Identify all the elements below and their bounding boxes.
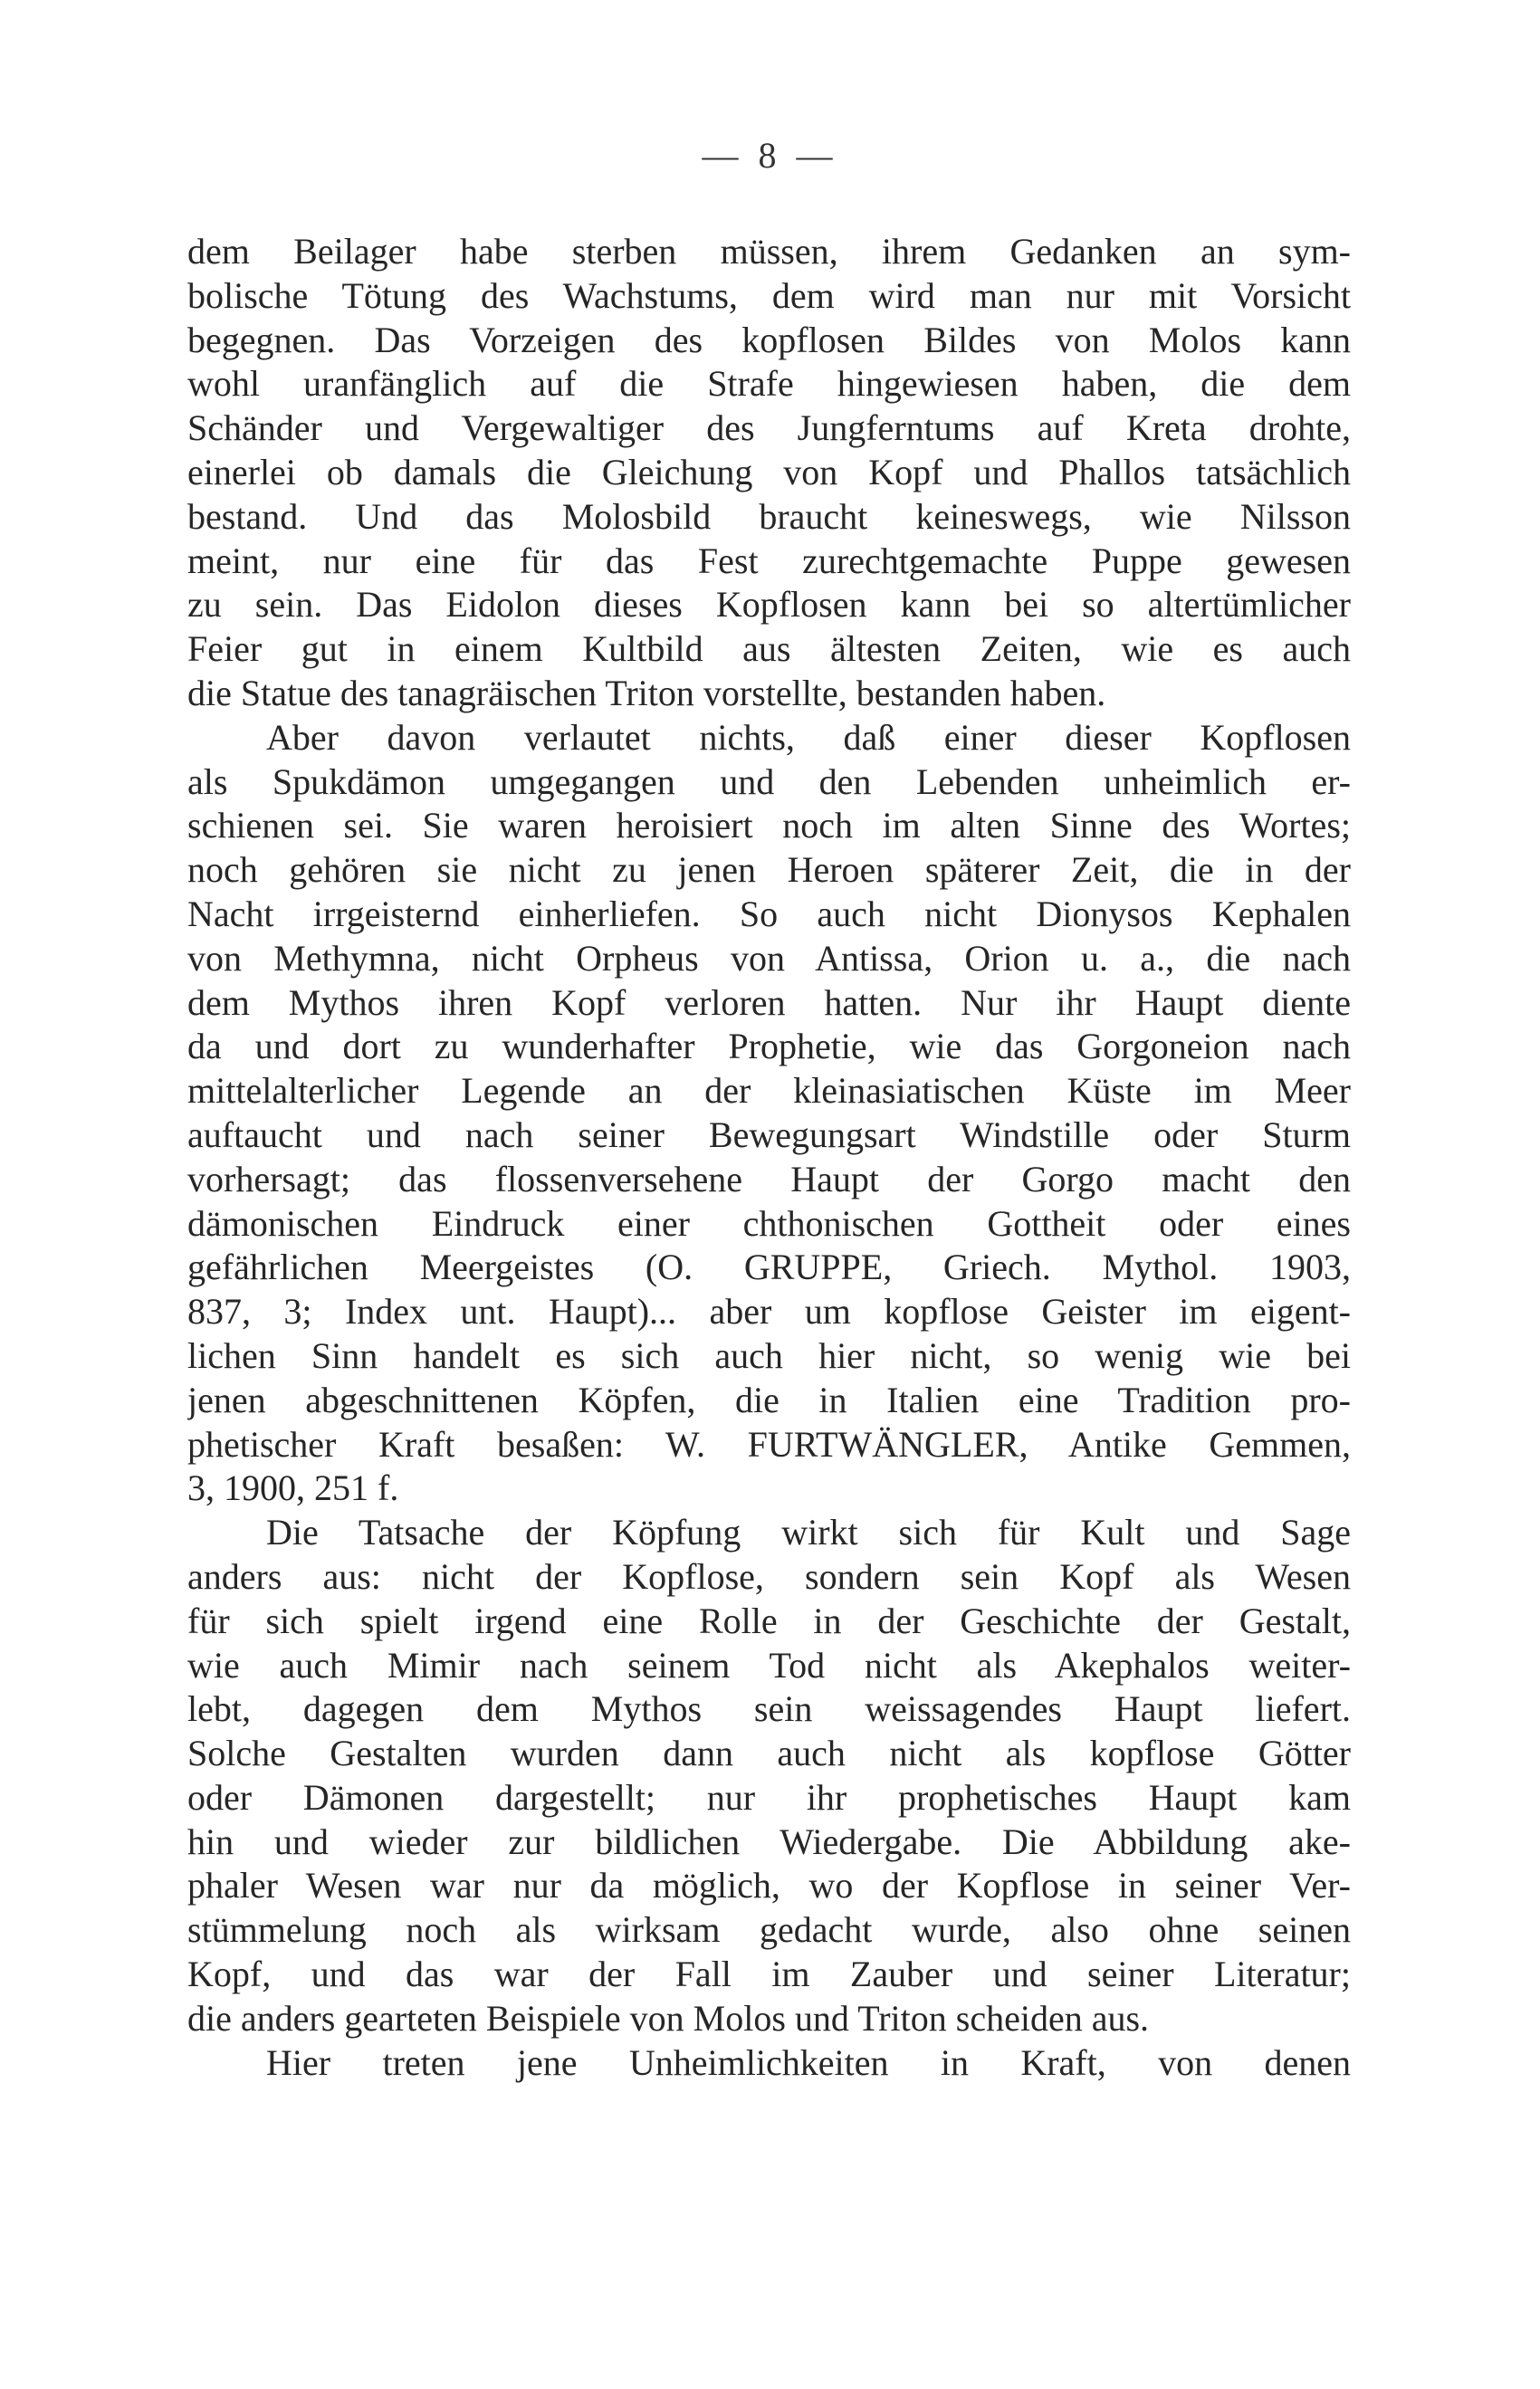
text-line: als Spukdämon umgegangen und den Lebenden unheimlich er-	[187, 760, 1351, 802]
text-line: lebt, dagegen dem Mythos sein weissagendes Haupt liefert.	[187, 1688, 1351, 1730]
text-line: oder Dämonen dargestellt; nur ihr prophetisches Haupt kam	[187, 1776, 1351, 1818]
text-line: wie auch Mimir nach seinem Tod nicht als Akephalos weiter-	[187, 1644, 1351, 1686]
text-line: noch gehören sie nicht zu jenen Heroen späterer Zeit, die in der	[187, 849, 1351, 891]
text-line-indented: Hier treten jene Unheimlichkeiten in Kraft, von denen	[266, 2041, 1351, 2083]
text-line: dem Mythos ihren Kopf verloren hatten. Nur ihr Haupt diente	[187, 981, 1351, 1023]
text-line: schienen sei. Sie waren heroisiert noch im alten Sinne des Wortes;	[187, 805, 1351, 846]
text-line: dem Beilager habe sterben müssen, ihrem Gedanken an sym-	[187, 231, 1351, 272]
text-line: Solche Gestalten wurden dann auch nicht als kopflose Götter	[187, 1733, 1351, 1774]
text-segment: phetischer Kraft besaßen: W.	[187, 1423, 705, 1465]
text-line: die anders gearteten Beispiele von Molos und Triton scheiden aus.	[187, 1997, 1150, 2039]
text-line: für sich spielt irgend eine Rolle in der Geschichte der Gestalt,	[187, 1600, 1351, 1641]
text-line: phaler Wesen war nur da möglich, wo der Kopflose in seiner Ver-	[187, 1865, 1351, 1906]
text-line: Nacht irrgeisternd einherliefen. So auch nicht Dionysos Kephalen	[187, 893, 1351, 934]
text-segment: , Antike Gemmen,	[1019, 1423, 1351, 1465]
text-line: jenen abgeschnittenen Köpfen, die in Italien eine Tradition pro-	[187, 1379, 1351, 1420]
text-line: hin und wieder zur bildlichen Wiedergabe. Die Abbildung ake-	[187, 1820, 1351, 1862]
text-line: meint, nur eine für das Fest zurechtgemachte Puppe gewesen	[187, 540, 1351, 581]
text-line-with-citation	[187, 1423, 1351, 1467]
text-line: auftaucht und nach seiner Bewegungsart Windstille oder Sturm	[187, 1113, 1351, 1155]
text-line: von Methymna, nicht Orpheus von Antissa, Orion u. a., die nach	[187, 937, 1351, 979]
text-line: vorhersagt; das flossenversehene Haupt der Gorgo macht den	[187, 1158, 1351, 1199]
page-number: — 8 —	[702, 135, 838, 176]
text-line: 837, 3; Index unt. Haupt)... aber um kopflose Geister im eigent-	[187, 1291, 1351, 1333]
text-line: begegnen. Das Vorzeigen des kopflosen Bildes von Molos kann	[187, 319, 1351, 360]
text-line: einerlei ob damals die Gleichung von Kopf und Phallos tatsächlich	[187, 451, 1351, 492]
text-line: bestand. Und das Molosbild braucht keineswegs, wie Nilsson	[187, 495, 1351, 537]
text-line: mittelalterlicher Legende an der kleinasiatischen Küste im Meer	[187, 1070, 1351, 1112]
text-segment: gefährlichen Meergeistes (O.	[187, 1247, 693, 1288]
text-line: Schänder und Vergewaltiger des Jungferntums auf Kreta drohte,	[187, 407, 1351, 449]
text-line: Feier gut in einem Kultbild aus ältesten Zeiten, wie es auch	[187, 628, 1351, 670]
text-line: bolische Tötung des Wachstums, dem wird man nur mit Vorsicht	[187, 274, 1351, 316]
text-line: dämonischen Eindruck einer chthonischen Gottheit oder eines	[187, 1202, 1351, 1244]
text-line: Kopf, und das war der Fall im Zauber und seiner Literatur;	[187, 1954, 1351, 1995]
text-line-indented: Die Tatsache der Köpfung wirkt sich für Kult und Sage	[266, 1512, 1351, 1553]
text-line: die Statue des tanagräischen Triton vorstellte, bestanden haben.	[187, 672, 1106, 713]
text-line-with-citation	[187, 1246, 1351, 1290]
text-segment: , Griech. Mythol. 1903,	[883, 1247, 1351, 1288]
text-line: da und dort zu wunderhafter Prophetie, wie das Gorgoneion nach	[187, 1026, 1351, 1067]
text-line: 3, 1900, 251 f.	[187, 1467, 399, 1509]
text-line: lichen Sinn handelt es sich auch hier nicht, so wenig wie bei	[187, 1334, 1351, 1376]
text-line: wohl uranfänglich auf die Strafe hingewiesen haben, die dem	[187, 363, 1351, 405]
author-name: GRUPPE	[743, 1247, 884, 1288]
body-text	[187, 230, 1351, 2085]
text-line-indented: Aber davon verlautet nichts, daß einer dieser Kopflosen	[266, 716, 1351, 758]
text-line: stümmelung noch als wirksam gedacht wurde, also ohne seinen	[187, 1909, 1351, 1951]
author-name: FURTWÄNGLER	[747, 1423, 1019, 1465]
text-line: anders aus: nicht der Kopflose, sondern sein Kopf als Wesen	[187, 1555, 1351, 1597]
text-line: zu sein. Das Eidolon dieses Kopflosen kann bei so altertümlicher	[187, 584, 1351, 626]
